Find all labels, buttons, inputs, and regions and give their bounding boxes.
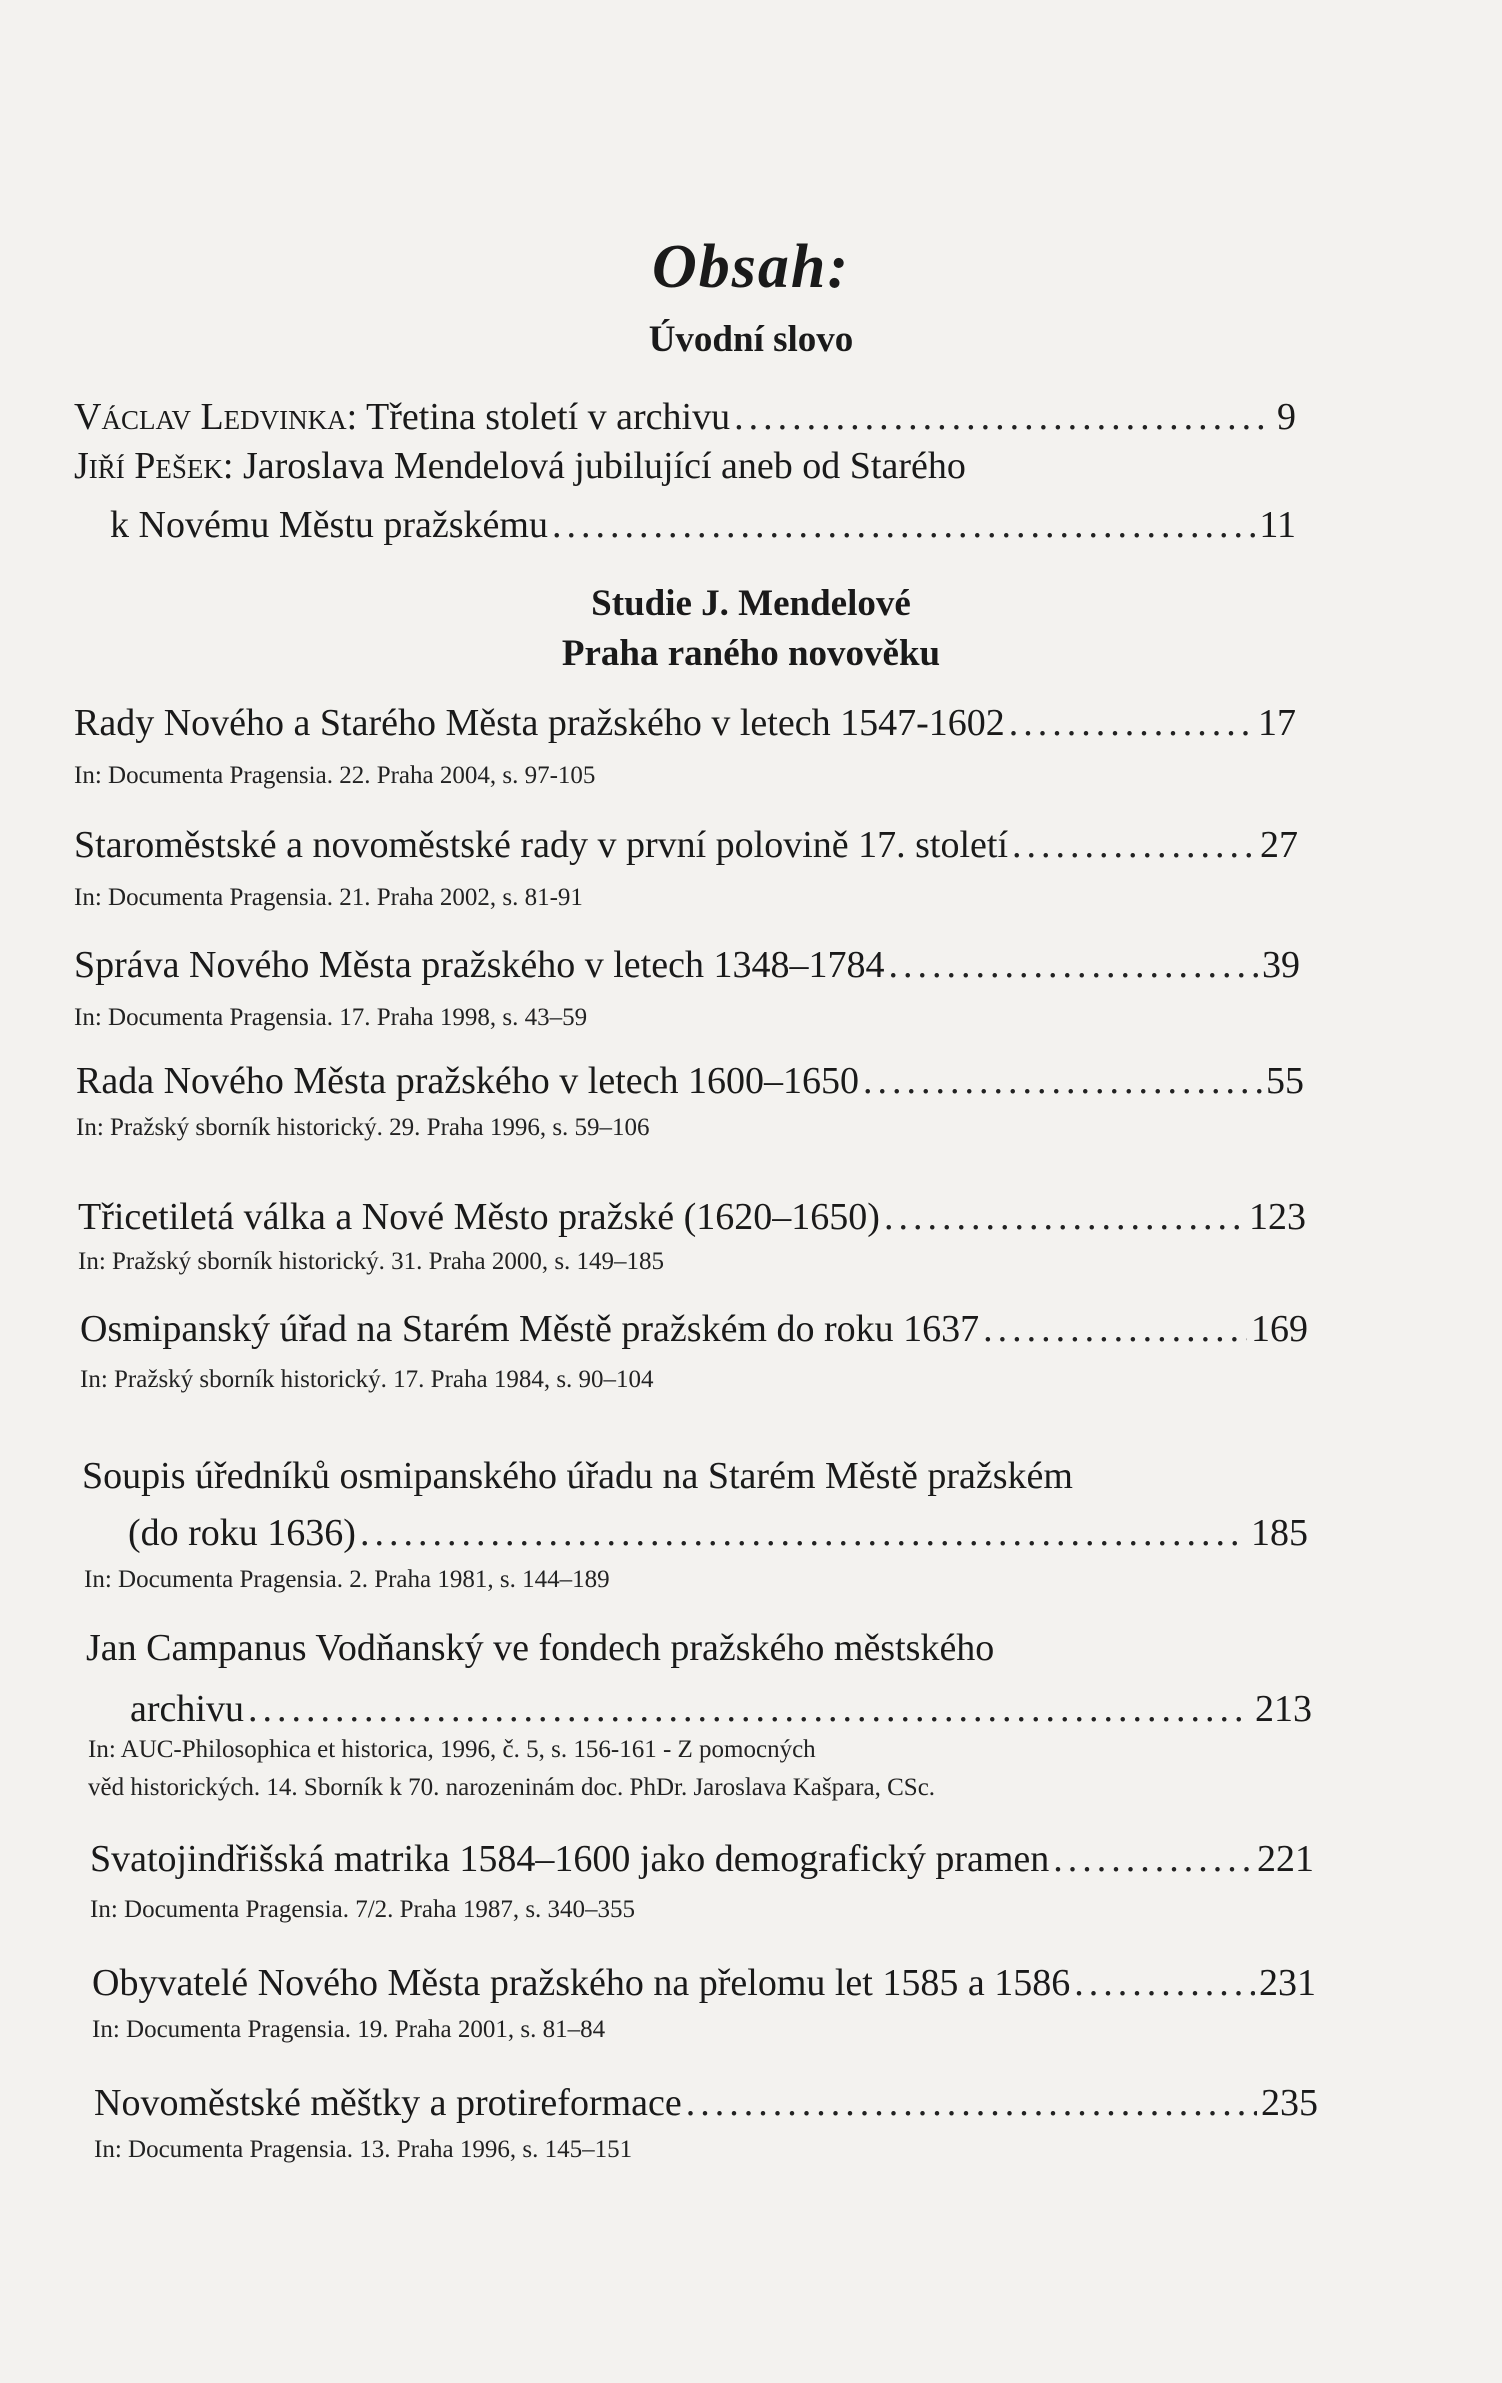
toc-entry-line	[74, 444, 966, 488]
entry-title: Rady Nového a Starého Města pražského v letech 1547-1602	[74, 702, 1005, 744]
toc-entry	[130, 1690, 1312, 1728]
dot-leader	[888, 946, 1258, 984]
entry-title: Osmipanský úřad na Starém Městě pražském do roku 1637	[80, 1308, 980, 1350]
toc-entry	[74, 826, 1298, 864]
entry-source: In: Documenta Pragensia. 17. Praha 1998, s. 43–59	[74, 1004, 588, 1031]
entry-page: 27	[1260, 824, 1298, 866]
entry-source: In: AUC-Philosophica et historica, 1996, č. 5, s. 156-161 - Z pomocných	[88, 1736, 816, 1763]
toc-entry	[76, 1062, 1304, 1100]
entry-page: 231	[1259, 1962, 1316, 2004]
entry-title: Novoměstské měštky a protireformace	[94, 2082, 682, 2124]
toc-entry-line: Soupis úředníků osmipanského úřadu na Starém Městě pražském	[82, 1455, 1073, 1497]
toc-entry-line: Jan Campanus Vodňanský ve fondech pražského městského	[86, 1627, 995, 1669]
dot-leader	[734, 398, 1273, 436]
entry-source: In: Pražský sborník historický. 31. Praha 2000, s. 149–185	[78, 1248, 665, 1275]
entry-title: Staroměstské a novoměstské rady v první polovině 17. století	[74, 824, 1009, 866]
entry-title: archivu	[130, 1688, 244, 1730]
entry-page: 55	[1266, 1060, 1304, 1102]
entry-page: 169	[1251, 1308, 1308, 1350]
entry-title: : Třetina století v archivu	[346, 396, 731, 438]
entry-title: : Jaroslava Mendelová jubilující aneb od Starého	[222, 445, 966, 487]
entry-title: Třicetiletá válka a Nové Město pražské (1620–1650)	[78, 1196, 880, 1238]
toc-entry	[110, 506, 1296, 544]
entry-source: In: Documenta Pragensia. 22. Praha 2004, s. 97-105	[74, 762, 596, 789]
intro-heading: Úvodní slovo	[648, 319, 854, 360]
entry-source: In: Pražský sborník historický. 17. Praha 1984, s. 90–104	[80, 1366, 654, 1393]
dot-leader	[552, 506, 1255, 544]
dot-leader	[248, 1690, 1251, 1728]
dot-leader	[983, 1310, 1247, 1348]
ornate-title: Obsah:	[651, 233, 851, 301]
entry-page: 123	[1249, 1196, 1306, 1238]
entry-title: (do roku 1636)	[128, 1512, 356, 1554]
entry-author: Václav Ledvinka	[74, 396, 347, 438]
toc-entry	[128, 1514, 1308, 1552]
entry-title: Rada Nového Města pražského v letech 1600–1650	[76, 1060, 860, 1102]
entry-author: Jiří Pešek	[74, 445, 223, 487]
toc-entry	[92, 1964, 1316, 2002]
entry-page: 185	[1251, 1512, 1308, 1554]
toc-entry	[74, 398, 1296, 436]
entry-source: In: Documenta Pragensia. 13. Praha 1996, s. 145–151	[94, 2136, 633, 2163]
toc-entry	[74, 704, 1296, 742]
toc-entry	[80, 1310, 1308, 1348]
section-heading: Studie J. Mendelové	[591, 583, 911, 624]
dot-leader	[686, 2084, 1257, 2122]
dot-leader	[863, 1062, 1262, 1100]
entry-source: In: Documenta Pragensia. 7/2. Praha 1987, s. 340–355	[90, 1896, 636, 1923]
dot-leader	[1074, 1964, 1255, 2002]
entry-source: In: Documenta Pragensia. 19. Praha 2001, s. 81–84	[92, 2016, 606, 2043]
toc-entry	[90, 1840, 1314, 1878]
dot-leader	[360, 1514, 1247, 1552]
entry-title: Svatojindřišská matrika 1584–1600 jako demografický pramen	[90, 1838, 1050, 1880]
entry-source: In: Documenta Pragensia. 2. Praha 1981, s. 144–189	[84, 1566, 610, 1593]
dot-leader	[1012, 826, 1256, 864]
entry-source: věd historických. 14. Sborník k 70. narozeninám doc. PhDr. Jaroslava Kašpara, CSc.	[88, 1774, 936, 1801]
entry-page: 17	[1258, 702, 1296, 744]
section-heading: Praha raného novověku	[561, 633, 941, 674]
entry-title: k Novému Městu pražskému	[110, 504, 548, 546]
entry-source: In: Pražský sborník historický. 29. Praha 1996, s. 59–106	[76, 1114, 650, 1141]
entry-page: 39	[1262, 944, 1300, 986]
entry-title: Správa Nového Města pražského v letech 1348–1784	[74, 944, 885, 986]
entry-page: 235	[1261, 2082, 1318, 2124]
dot-leader	[1053, 1840, 1253, 1878]
dot-leader	[1009, 704, 1254, 742]
dot-leader	[884, 1198, 1245, 1236]
entry-title: Obyvatelé Nového Města pražského na přelomu let 1585 a 1586	[92, 1962, 1071, 2004]
toc-entry	[94, 2084, 1318, 2122]
entry-source: In: Documenta Pragensia. 21. Praha 2002, s. 81-91	[74, 884, 583, 911]
entry-page: 9	[1277, 396, 1296, 438]
entry-page: 11	[1259, 504, 1296, 546]
toc-entry	[78, 1198, 1306, 1236]
entry-page: 221	[1257, 1838, 1314, 1880]
entry-page: 213	[1255, 1688, 1312, 1730]
toc-entry	[74, 946, 1300, 984]
